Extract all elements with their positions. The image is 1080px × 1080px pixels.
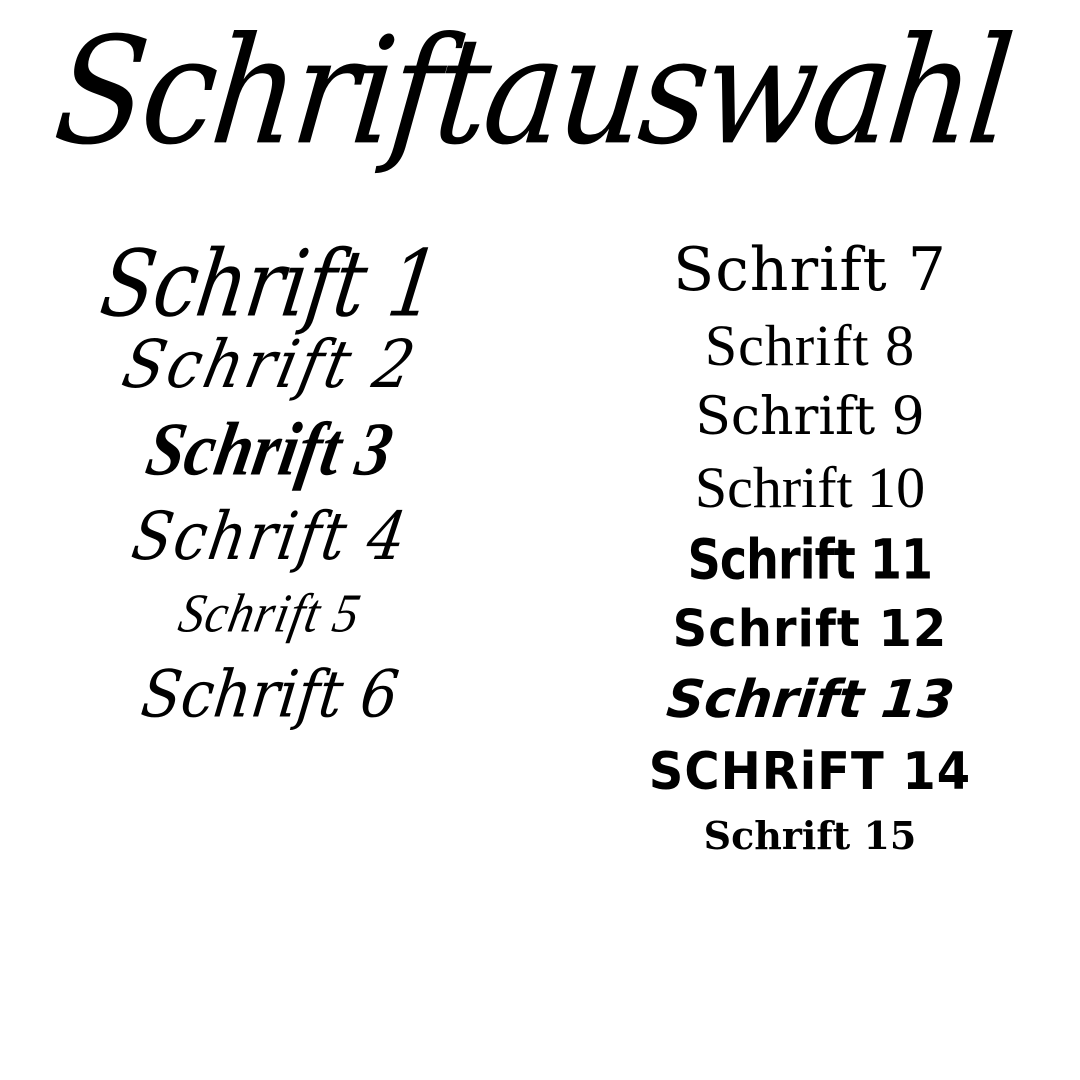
page-title: Schriftauswahl xyxy=(47,5,1017,179)
font-sample-11[interactable]: Schrift 11 xyxy=(687,528,933,592)
font-sample-column-right xyxy=(540,228,1080,1028)
font-sample-column-left xyxy=(0,228,540,1028)
font-sample-15[interactable]: Schrift 15 xyxy=(703,812,917,858)
font-sample-5[interactable]: Schrift 5 xyxy=(174,582,367,644)
font-sample-10[interactable]: Schrift 10 xyxy=(694,455,926,521)
font-sample-2[interactable]: Schrift 2 xyxy=(116,326,425,404)
font-sample-4[interactable]: Schrift 4 xyxy=(126,496,414,575)
font-sample-9[interactable]: Schrift 9 xyxy=(695,386,925,447)
font-sample-1[interactable]: Schrift 1 xyxy=(95,231,446,338)
font-sample-12[interactable]: Schrift 12 xyxy=(672,599,948,659)
font-sample-7[interactable]: Schrift 7 xyxy=(673,235,947,305)
font-sample-columns xyxy=(0,228,1080,1028)
font-sample-13[interactable]: Schrift 13 xyxy=(663,669,957,730)
font-sample-3[interactable]: Schrift 3 xyxy=(140,406,400,492)
font-sample-6[interactable]: Schrift 6 xyxy=(137,655,403,732)
font-sample-14[interactable]: SCHRiFT 14 xyxy=(648,741,972,802)
font-sample-8[interactable]: Schrift 8 xyxy=(704,313,916,378)
